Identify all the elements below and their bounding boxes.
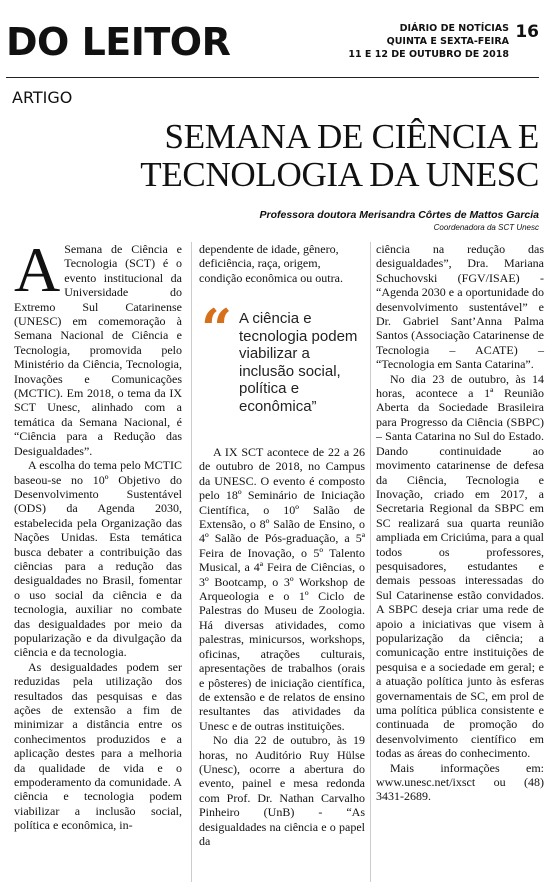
headline: [99, 118, 539, 194]
publication-date: 11 E 12 DE OUTUBRO DE 2018: [348, 49, 509, 60]
newspaper-name: DIÁRIO DE NOTÍCIAS: [399, 23, 509, 34]
column-divider: [191, 242, 192, 882]
column-divider: [370, 242, 371, 882]
article-column-2: [199, 445, 365, 848]
page-number: 16: [515, 22, 539, 42]
contact-info: Mais informações em: www.unesc.net/ixsct ou (48) 3431-2689.: [376, 760, 544, 804]
author-role: Coordenadora da SCT Unesc: [433, 223, 539, 232]
headline-line-1: SEMANA DE CIÊNCIA E: [164, 117, 539, 156]
pull-quote: [199, 297, 365, 432]
paragraph: dependente de idade, gênero, deficiência, raça, origem, condição econômica ou outra.: [199, 242, 343, 285]
header-divider: [6, 77, 539, 78]
article-column-2-top: [199, 242, 365, 285]
publication-days: QUINTA E SEXTA-FEIRA: [386, 36, 509, 47]
paragraph: A IX SCT acontece de 22 a 26 de outubro de 2018, no Campus da UNESC. O evento é composto pelo 18º Seminário de Iniciação Científica, o 10º Salão de Extensão, o 8º Salão de Ensino, o 4º Salão de Pós-graduação, a 5ª Feira de Inovação, o 5º Talento Musical, a 4ª Feira de Ciências, o 3º Bootcamp, o 3º Workshop de Arqueologia e o 1º Ciclo de Palestras do Museu de Zoologia. Há diversas atividades, como palestras, minicursos, workshops, oficinas, atrações culturais, apresentações de trabalhos (orais e pôsteres) de iniciação científica, de extensão e de relatos de ensino resultantes das atividades da Unesc e de outras instituições.: [199, 445, 365, 733]
author-name: Professora doutora Merisandra Côrtes de Mattos Garcia: [259, 209, 539, 221]
section-label: ARTIGO: [12, 88, 73, 107]
article-column-1: [14, 234, 182, 833]
paragraph: As desigualdades podem ser reduzidas pela utilização dos resultados das pesquisas e das ações de extensão a fim de minimizar a distância entre os conhecimentos produzidos e a aplicação destes para a melhoria da qualidade de vida e o empoderamento da comunidade. A ciência e tecnologia podem viabilizar a inclusão social, política e econômica, in-: [14, 659, 182, 833]
paragraph: [14, 234, 182, 458]
drop-cap: A: [14, 234, 61, 305]
paragraph: No dia 23 de outubro, às 14 horas, acontece a 1ª Reunião Aberta da Sociedade Brasileira para Progresso da Ciência (SBPC) – Santa Catarina no Sul do Estado. Dando continuidade ao movimento catarinense de defesa da Ciência, Tecnologia e Inovação, criado em 2017, a Secretaria Regional da SBPC em SC realizará sua quarta reunião ampliada em Criciúma, para a qual todos os professores, pesquisadores, estudantes e demais pessoas interessadas do Sul Catarinense estão convidados. A SBPC deseja criar uma rede de apoio a iniciativas que visem à popularização da ciência; a comunicação entre instituições de pesquisa e a sociedade em geral; e a atuação política junto às esferas governamentais de SC, em prol de uma política pública consistente e continuada de promoção do desenvolvimento científico em todas as áreas do conhecimento.: [376, 371, 544, 761]
masthead: [348, 22, 509, 61]
paragraph: A escolha do tema pelo MCTIC baseou-se no 10º Objetivo do Desenvolvimento Sustentável (ODS) da Agenda 2030, estabelecida pela Organização das Nações Unidas. Esta temática busca debater a contribuição das ciências para a redução das desigualdades no Brasil, fomentar o uso social da ciência e da tecnologia, auxiliar no combate das desigualdades por meio da popularização e da divulgação da ciência e da tecnologia.: [14, 458, 182, 660]
article-column-3: [376, 242, 544, 804]
paragraph-text: Semana de Ciência e Tecnologia (SCT) é o evento institucional da Universidade do Extremo Sul Catarinense (UNESC) em comemoração à Semana Nacional de Ciência e Tecnologia, promovida pelo Ministério da Ciência, Tecnologia, Inovações e Comunicações (MCTIC). Em 2018, o tema da IX SCT Unesc, alinhado com a temática da Semana Nacional, é “Ciência para a Redução das Desigualdades”.: [14, 242, 182, 458]
open-quote-icon: “: [201, 297, 233, 361]
section-title: DO LEITOR: [6, 20, 231, 64]
paragraph: ciência na redução das desigualdades”, Dra. Mariana Schuchovski (FGV/ISAE) - “Agenda 2030 e a oportunidade do desenvolvimento sustentável” e Dr. Gabriel Sant’Anna Palma Santos (Associação Catarinense de Tecnologia – ACATE) – “Tecnologia em Santa Catarina”.: [376, 242, 544, 372]
paragraph: No dia 22 de outubro, às 19 horas, no Auditório Ruy Hülse (Unesc), ocorre a abertura do evento, painel e mesa redonda com Prof. Dr. Nathan Carvalho Pinheiro (UnB) - “As desigualdades na ciência e o papel da: [199, 733, 365, 848]
pull-quote-text: A ciência e tecnologia podem viabilizar a inclusão social, política e econômica”: [239, 310, 358, 415]
headline-line-2: TECNOLOGIA DA UNESC: [140, 155, 539, 194]
